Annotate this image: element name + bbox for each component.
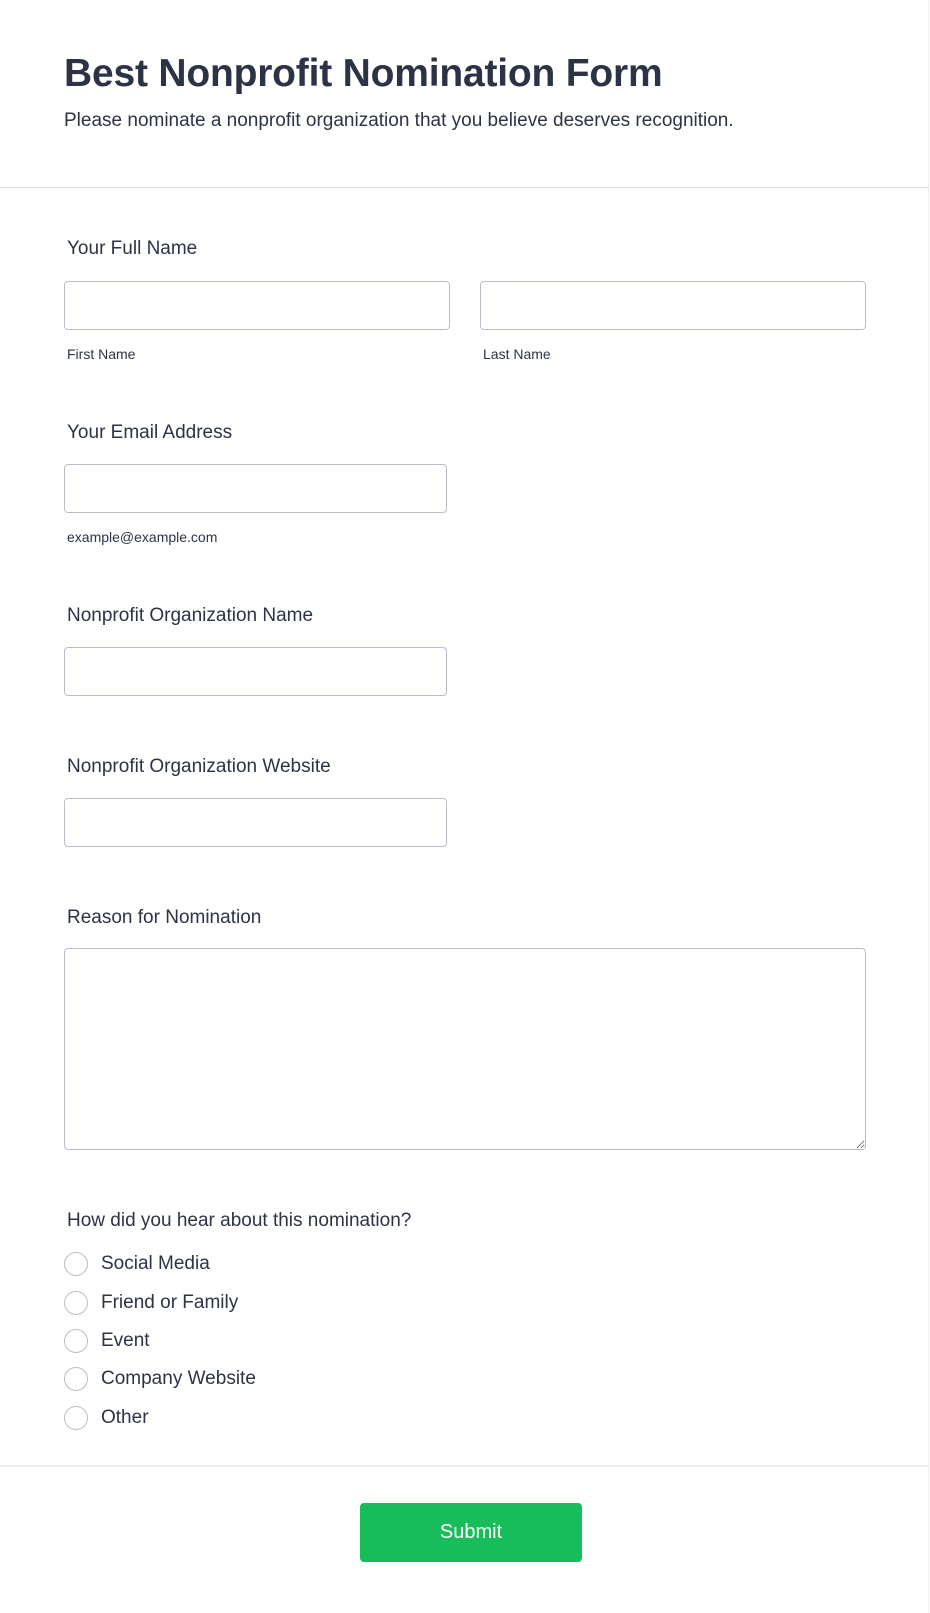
- radio-option-label: Event: [101, 1330, 150, 1351]
- radio-option-event[interactable]: [64, 1328, 150, 1354]
- reason-label: Reason for Nomination: [67, 907, 262, 928]
- org-name-label: Nonprofit Organization Name: [67, 605, 314, 626]
- page-title: Best Nonprofit Nomination Form: [64, 52, 663, 95]
- radio-button-icon[interactable]: [64, 1406, 88, 1430]
- submit-button[interactable]: Submit: [360, 1503, 582, 1562]
- radio-option-company-website[interactable]: [64, 1366, 256, 1392]
- reason-textarea[interactable]: [64, 948, 866, 1150]
- org-website-input[interactable]: [64, 798, 447, 847]
- radio-option-friend-or-family[interactable]: [64, 1290, 238, 1316]
- last-name-sublabel: Last Name: [483, 346, 551, 362]
- full-name-label: Your Full Name: [67, 238, 198, 259]
- email-label: Your Email Address: [67, 422, 233, 443]
- radio-button-icon[interactable]: [64, 1329, 88, 1353]
- email-sublabel: example@example.com: [67, 529, 218, 545]
- radio-option-label: Social Media: [101, 1253, 210, 1274]
- form-header: [0, 0, 929, 188]
- radio-option-label: Company Website: [101, 1368, 256, 1389]
- radio-option-other[interactable]: [64, 1405, 149, 1431]
- footer-divider: [0, 1465, 929, 1467]
- heard-about-label: How did you hear about this nomination?: [67, 1210, 412, 1231]
- radio-option-label: Friend or Family: [101, 1292, 239, 1313]
- first-name-input[interactable]: [64, 281, 450, 330]
- radio-button-icon[interactable]: [64, 1367, 88, 1391]
- last-name-input[interactable]: [480, 281, 866, 330]
- org-name-input[interactable]: [64, 647, 447, 696]
- page-subtitle: Please nominate a nonprofit organization that you believe deserves recognition.: [64, 110, 734, 131]
- radio-button-icon[interactable]: [64, 1291, 88, 1315]
- first-name-sublabel: First Name: [67, 346, 136, 362]
- radio-option-label: Other: [101, 1407, 149, 1428]
- radio-option-social-media[interactable]: [64, 1251, 210, 1277]
- email-input[interactable]: [64, 464, 447, 513]
- radio-button-icon[interactable]: [64, 1252, 88, 1276]
- org-website-label: Nonprofit Organization Website: [67, 756, 331, 777]
